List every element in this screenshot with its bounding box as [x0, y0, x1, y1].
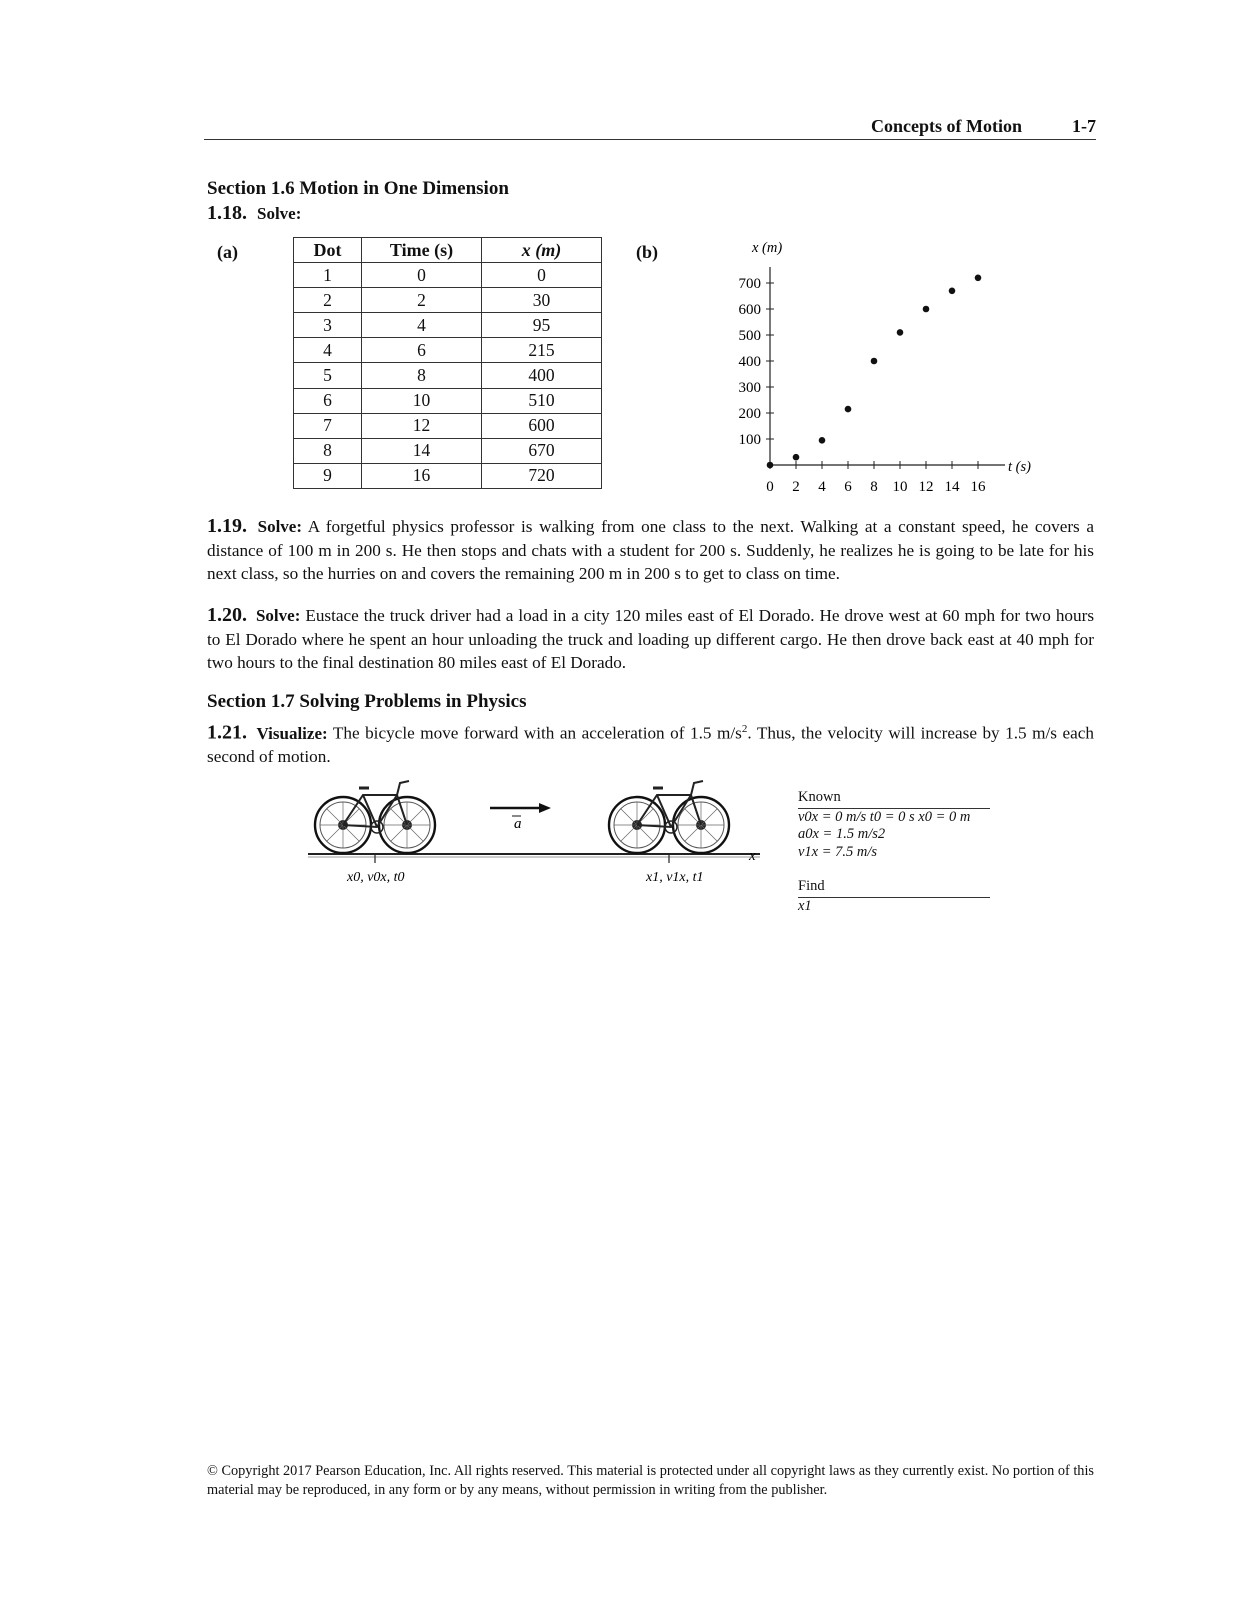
x-tick-label: 6 [844, 479, 852, 495]
column-header-time: Time (s) [362, 238, 482, 263]
x-tick-label: 0 [766, 479, 774, 495]
problem-label: Solve: [255, 606, 301, 625]
table-cell: 510 [482, 388, 602, 413]
table-cell: 720 [482, 463, 602, 488]
table-cell: 6 [362, 338, 482, 363]
table-cell: 14 [362, 438, 482, 463]
table-cell: 400 [482, 363, 602, 388]
y-tick-label: 700 [738, 276, 761, 292]
x-tick-label: 10 [892, 479, 908, 495]
known-line-3: v1x = 7.5 m/s [798, 843, 878, 860]
section-title-1-6: Section 1.6 Motion in One Dimension [207, 178, 509, 199]
bicycle-initial-icon [315, 781, 435, 853]
header-rule [204, 139, 1096, 140]
axis-label-x: x [749, 848, 756, 864]
table-cell: 7 [294, 413, 362, 438]
dot-time-position-table [293, 237, 602, 489]
bicycle-motion-diagram [300, 775, 780, 890]
data-point [923, 306, 930, 313]
y-tick-label: 400 [738, 354, 761, 370]
data-point [793, 454, 800, 461]
problem-text: Eustace the truck driver had a load in a city 120 miles east of El Dorado. He drove west at 60 mph for two hours to El Dorado where he spent an hour unloading the truck and loading up different cargo. He then drove back east at 40 mph for two hours to the final destination 80 miles east of El Dorado. [207, 606, 1095, 672]
table-row [294, 313, 602, 338]
table-cell: 12 [362, 413, 482, 438]
data-point [897, 329, 904, 336]
data-point [949, 288, 956, 295]
y-tick-label: 100 [738, 432, 761, 448]
problem-number: 1.20. [207, 604, 247, 626]
table-cell: 16 [362, 463, 482, 488]
x-tick-label: 12 [918, 479, 934, 495]
problem-number: 1.21. [207, 721, 247, 744]
table-row [294, 413, 602, 438]
table-row [294, 438, 602, 463]
acceleration-arrow-head [539, 803, 551, 813]
x-tick-label: 14 [944, 479, 960, 495]
problem-text-before: The bicycle move forward with an acceleration of 1.5 m/s [332, 723, 742, 743]
y-axis-label: x (m) [752, 240, 783, 256]
table-row [294, 288, 602, 313]
known-line-1: v0x = 0 m/s t0 = 0 s x0 = 0 m [798, 808, 971, 825]
table-cell: 2 [294, 288, 362, 313]
table-cell: 5 [294, 363, 362, 388]
chapter-title: Concepts of Motion [871, 116, 1022, 136]
problem-number: 1.19. [207, 515, 247, 537]
part-a-label: (a) [217, 242, 238, 262]
problem-text-after: . Thus, the velocity will increase by 1.5 m/s each second of motion. [207, 723, 1094, 767]
table-row [294, 363, 602, 388]
find-heading: Find [798, 878, 990, 898]
initial-position-label: x0, v0x, t0 [347, 870, 405, 885]
table-row [294, 388, 602, 413]
final-position-label: x1, v1x, t1 [646, 870, 704, 885]
exponent: 2 [741, 723, 748, 735]
find-line-1: x1 [798, 897, 812, 914]
acceleration-label: a [514, 816, 522, 832]
problem-1-21 [207, 718, 1094, 769]
table-cell: 2 [362, 288, 482, 313]
table-row [294, 263, 602, 288]
table-cell: 0 [362, 263, 482, 288]
y-tick-label: 200 [738, 406, 761, 422]
table-cell: 8 [294, 438, 362, 463]
position-time-chart [700, 232, 1060, 502]
problem-number: 1.18. [207, 202, 247, 224]
data-point [975, 275, 982, 282]
x-tick-label: 4 [818, 479, 826, 495]
column-header-position: x (m) [482, 238, 602, 263]
table-cell: 1 [294, 263, 362, 288]
table-cell: 8 [362, 363, 482, 388]
problem-1-20 [207, 604, 1094, 675]
problem-1-19 [207, 515, 1094, 586]
data-point [845, 406, 852, 413]
table-cell: 10 [362, 388, 482, 413]
x-axis-label: t (s) [1008, 459, 1031, 475]
data-point [819, 437, 826, 444]
data-point [767, 462, 774, 469]
copyright-notice: © Copyright 2017 Pearson Education, Inc. All rights reserved. This material is protected under all copyright laws as they currently exist. No portion of this material may be reproduced, in any form or by any means, without permission in writing from the publisher. [207, 1463, 1094, 1498]
table-cell: 9 [294, 463, 362, 488]
problem-label: Solve: [257, 517, 303, 536]
y-tick-label: 500 [738, 328, 761, 344]
table-cell: 4 [362, 313, 482, 338]
table-cell: 3 [294, 313, 362, 338]
y-tick-label: 600 [738, 302, 761, 318]
table-cell: 600 [482, 413, 602, 438]
table-cell: 6 [294, 388, 362, 413]
known-find-box [798, 789, 990, 915]
x-tick-label: 16 [970, 479, 986, 495]
table-header-row [294, 238, 602, 263]
table-cell: 215 [482, 338, 602, 363]
part-b-label: (b) [636, 242, 658, 262]
table-cell: 4 [294, 338, 362, 363]
problem-label: Solve: [257, 204, 302, 223]
table-cell: 670 [482, 438, 602, 463]
data-point [871, 358, 878, 365]
section-title-1-7: Section 1.7 Solving Problems in Physics [207, 691, 527, 712]
table-cell: 95 [482, 313, 602, 338]
known-line-2: a0x = 1.5 m/s2 [798, 826, 886, 842]
column-header-dot: Dot [294, 238, 362, 263]
table-cell: 0 [482, 263, 602, 288]
y-tick-label: 300 [738, 380, 761, 396]
problem-text: A forgetful physics professor is walking from one class to the next. Walking at a constant speed, he covers a distance of 100 m in 200 s. He then stops and chats with a student for 200 s. Suddenly, he realizes he is going to be late for his next class, so the hurries on and covers the remaining 200 m in 200 s to get to class on time. [207, 517, 1094, 583]
table-row [294, 338, 602, 363]
bicycle-final-icon [609, 781, 729, 853]
x-tick-label: 2 [792, 479, 800, 495]
problem-label: Visualize: [256, 723, 328, 743]
page-number: 1-7 [1072, 116, 1096, 136]
known-heading: Known [798, 789, 990, 809]
x-tick-label: 8 [870, 479, 878, 495]
table-row [294, 463, 602, 488]
problem-1-18-heading [207, 202, 301, 225]
table-cell: 30 [482, 288, 602, 313]
